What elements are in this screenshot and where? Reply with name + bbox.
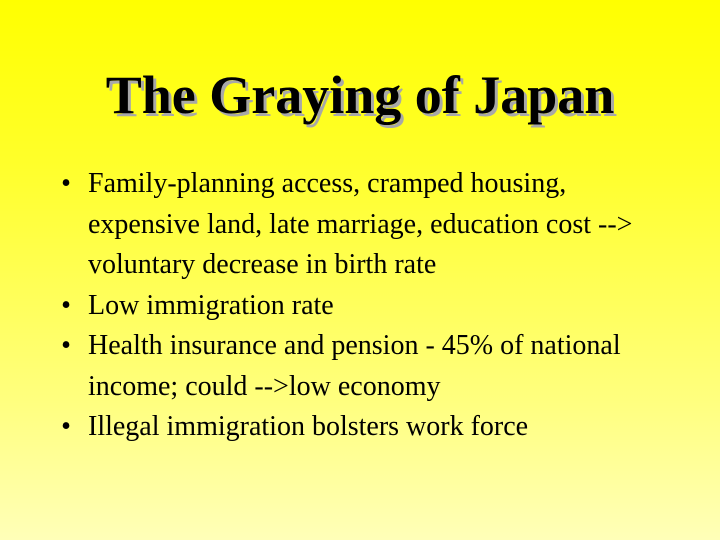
bullet-item-birth-rate — [0, 164, 720, 286]
bullet-marker: • — [61, 289, 71, 321]
bullet-list — [0, 164, 720, 448]
bullet-text: Low immigration rate — [88, 289, 334, 321]
bullet-marker: • — [61, 168, 71, 199]
bullet-marker: • — [61, 411, 71, 442]
bullet-text: Health insurance and pension - 45% of national income; could -->low economy — [88, 330, 621, 402]
bullet-marker: • — [61, 330, 71, 361]
bullet-item-immigration-rate — [0, 286, 720, 327]
bullet-text: Illegal immigration bolsters work force — [88, 411, 529, 442]
slide-title: The Graying of Japan — [105, 65, 615, 125]
bullet-item-illegal-immigration — [0, 407, 720, 448]
bullet-text: Family-planning access, cramped housing, expensive land, late marriage, education cost --> voluntary decrease in birth rate — [88, 168, 633, 280]
bullet-item-health-pension — [0, 326, 720, 407]
